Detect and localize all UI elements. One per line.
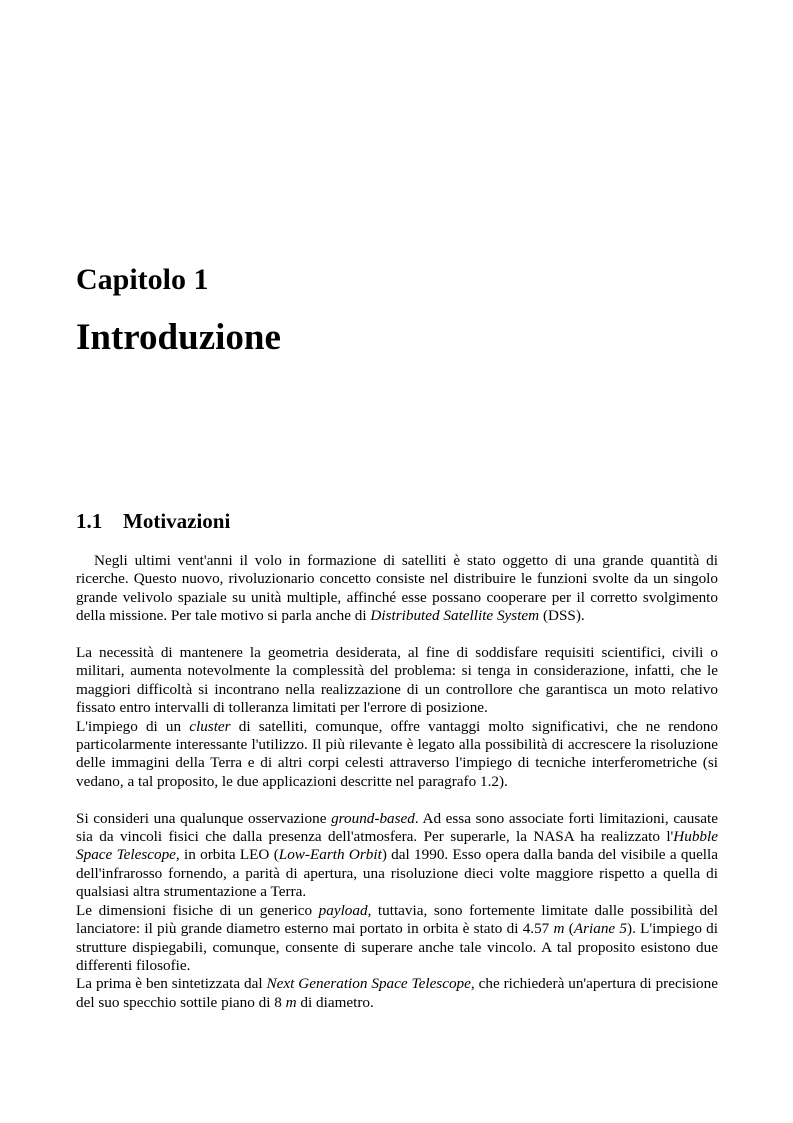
italic-term: ground-based [331,809,415,827]
paragraph [76,644,718,718]
section-number: 1.1 [76,509,103,533]
italic-term: Next Generation Space Telescope [266,975,471,993]
text-run: ) dal 1990. Esso opera dalla banda del visibile a quella dell'infrarosso fornendo, a parità di apertura, una risoluzione dieci volte maggiore rispetto a quella di qualsiasi altra strumentazione a Terra. [76,846,718,901]
italic-term: m [553,920,565,938]
text-run: di satelliti, comunque, offre vantaggi molto significativi, che ne rendono particolarmente interessante l'utilizzo. Il più rilevante è legato alla possibilità di accrescere la risoluzione delle immagini della Terra e di altri corpi celesti attraverso l'impiego di tecniche interferometriche (si vedano, a tal proposito, le due applicazioni descritte nel paragrafo 1.2). [76,717,718,790]
text-run: Negli ultimi vent'anni il volo in formazione di satelliti è stato oggetto di una grande quantità di ricerche. Questo nuovo, rivoluzionario concetto consiste nel distribuire le funzioni svolte da un singolo grande velivolo spaziale su unità multiple, affinché esse possano cooperare per il corretto svolgimento della missione. Per tale motivo si parla anche di [76,552,718,625]
text-run: La prima è ben sintetizzata dal [76,975,267,993]
section-title: Motivazioni [123,509,231,533]
italic-term: m [285,993,297,1011]
italic-term: Low-Earth Orbit [278,846,382,864]
paragraph [76,810,718,902]
italic-term: Ariane 5 [573,920,628,938]
text-run: di diametro. [296,993,374,1011]
paragraph [76,902,718,976]
text-run: , che richiederà un'apertura di precisione del suo specchio sottile piano di 8 [76,975,718,1011]
text-run: ). L'impiego di strutture dispiegabili, comunque, consente di superare anche tale vincolo. A tal proposito esistono due differenti filosofie. [76,920,718,974]
paragraph [76,718,718,792]
chapter-title: Introduzione [76,317,281,358]
text-run: ( [564,920,574,938]
text-run: , in orbita LEO ( [175,846,279,864]
text-run: . Ad essa sono associate forti limitazioni, causate sia da vincoli fisici che dalla presenza dell'atmosfera. Per superarle, la NASA ha realizzato l' [76,809,719,846]
text-run: , tuttavia, sono fortemente limitate dalle possibilità del lanciatore: il più grande diametro esterno mai portato in orbita è stato di 4.57 [76,901,719,938]
italic-term: Hubble Space Telescope [76,828,718,864]
italic-term: cluster [189,717,231,735]
text-run: L'impiego di un [76,717,190,735]
italic-term: Distributed Satellite System [370,607,540,625]
chapter-label: Capitolo 1 [76,263,209,296]
text-run: Le dimensioni fisiche di un generico [76,901,319,919]
section-heading [76,507,230,535]
body-text [76,552,718,1012]
paragraph [76,552,718,626]
paragraph [76,975,718,1012]
italic-term: payload [318,901,368,919]
text-run: Si consideri una qualunque osservazione [76,809,332,827]
text-run: La necessità di mantenere la geometria desiderata, al fine di soddisfare requisiti scientifici, civili o militari, aumenta notevolmente la complessità del problema: si tenga in considerazione, infatti, che le maggiori difficoltà si incontrano nella realizzazione di un controllore che garantisca un moto relativo fissato entro intervalli di tolleranza limitati per l'errore di posizione. [76,644,718,717]
text-run: (DSS). [539,607,585,625]
